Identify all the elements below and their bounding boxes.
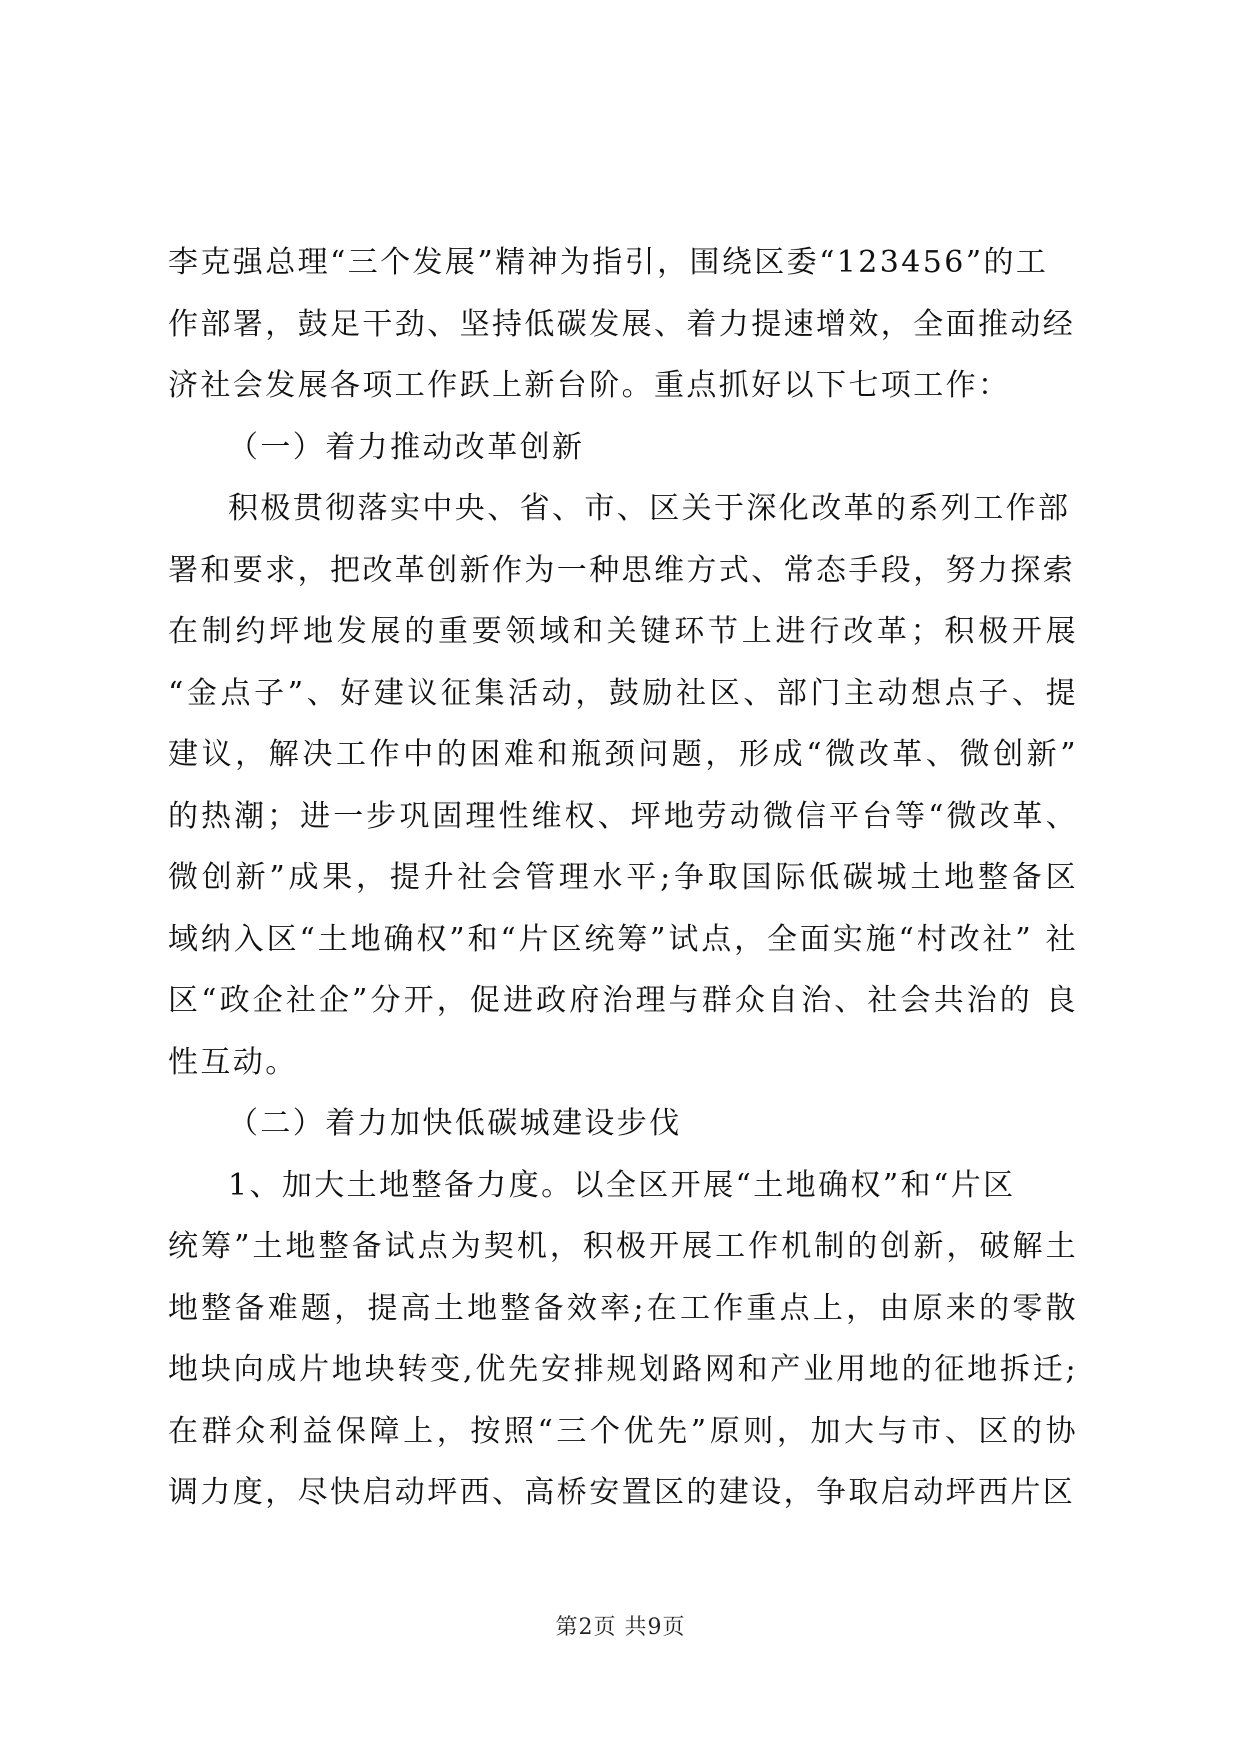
section-heading-1 — [168, 417, 1078, 479]
paragraph-land-cont — [168, 1216, 1078, 1524]
text-line: 社区“政企社企”分开，促进政府治理与群众自治、社会共治的 — [168, 921, 1078, 1018]
text-line: 调力度，尽快启动坪西、高桥安置区的建设，争取启动坪西片区 — [168, 1475, 1076, 1510]
text-line: 域纳入区“土地确权”和“片区统筹”试点，全面实施“村改社” — [168, 921, 1034, 957]
text-line: 积极贯彻落实中央、省、市、区关于深化改革的系列工作部 — [228, 491, 1071, 526]
text-line: 济社会发展各项工作跃上新台阶。重点抓好以下七项工作： — [168, 368, 1011, 403]
text-line: 微创新”成果，提升社会管理水平;争取国际低碳城土地整备区 — [168, 860, 1078, 895]
text-line: 作部署，鼓足干劲、坚持低碳发展、着力提速增效，全面推动经 — [168, 306, 1076, 342]
text-line: 在群众利益保障上，按照“三个优先”原则，加大与市、区的协 — [168, 1413, 1078, 1449]
heading-text: （二）着力加快低碳城建设步伐 — [228, 1106, 682, 1141]
document-body — [168, 232, 1078, 1524]
page-number: 第2页 共9页 — [555, 1615, 686, 1640]
text-line: 地块向成片地块转变,优先安排规划路网和产业用地的征地拆迁; — [168, 1352, 1078, 1387]
text-line: “金点子”、好建议征集活动，鼓励社区、部门主动想点子、提 — [168, 675, 1078, 711]
text-line: 署和要求，把改革创新作为一种思维方式、常态手段，努力探索 — [168, 552, 1076, 588]
text-line: 建议，解决工作中的困难和瓶颈问题，形成“微改革、微创新” — [168, 737, 1078, 772]
text-line: 的热潮；进一步巩固理性维权、坪地劳动微信平台等“微改革、 — [168, 798, 1078, 834]
text-line: 地整备难题，提高土地整备效率;在工作重点上，由原来的零散 — [168, 1290, 1078, 1326]
page-footer — [0, 1610, 1241, 1641]
paragraph-reform-cont — [168, 601, 1078, 1093]
section-heading-2 — [168, 1093, 1078, 1155]
text-line: 统筹”土地整备试点为契机，积极开展工作机制的创新，破解土 — [168, 1229, 1078, 1264]
paragraph-land — [168, 1155, 1078, 1217]
heading-text: （一）着力推动改革创新 — [228, 429, 585, 465]
text-line: 良性互动。 — [168, 983, 1079, 1080]
paragraph-reform — [168, 478, 1078, 601]
paragraph-intro — [168, 232, 1078, 417]
text-line: 在制约坪地发展的重要领域和关键环节上进行改革；积极开展 — [168, 614, 1078, 649]
text-line: 1、加大土地整备力度。以全区开展“土地确权”和“片区 — [228, 1167, 1016, 1203]
text-line: 李克强总理“三个发展”精神为指引，围绕区委“123456”的工 — [168, 245, 1049, 280]
